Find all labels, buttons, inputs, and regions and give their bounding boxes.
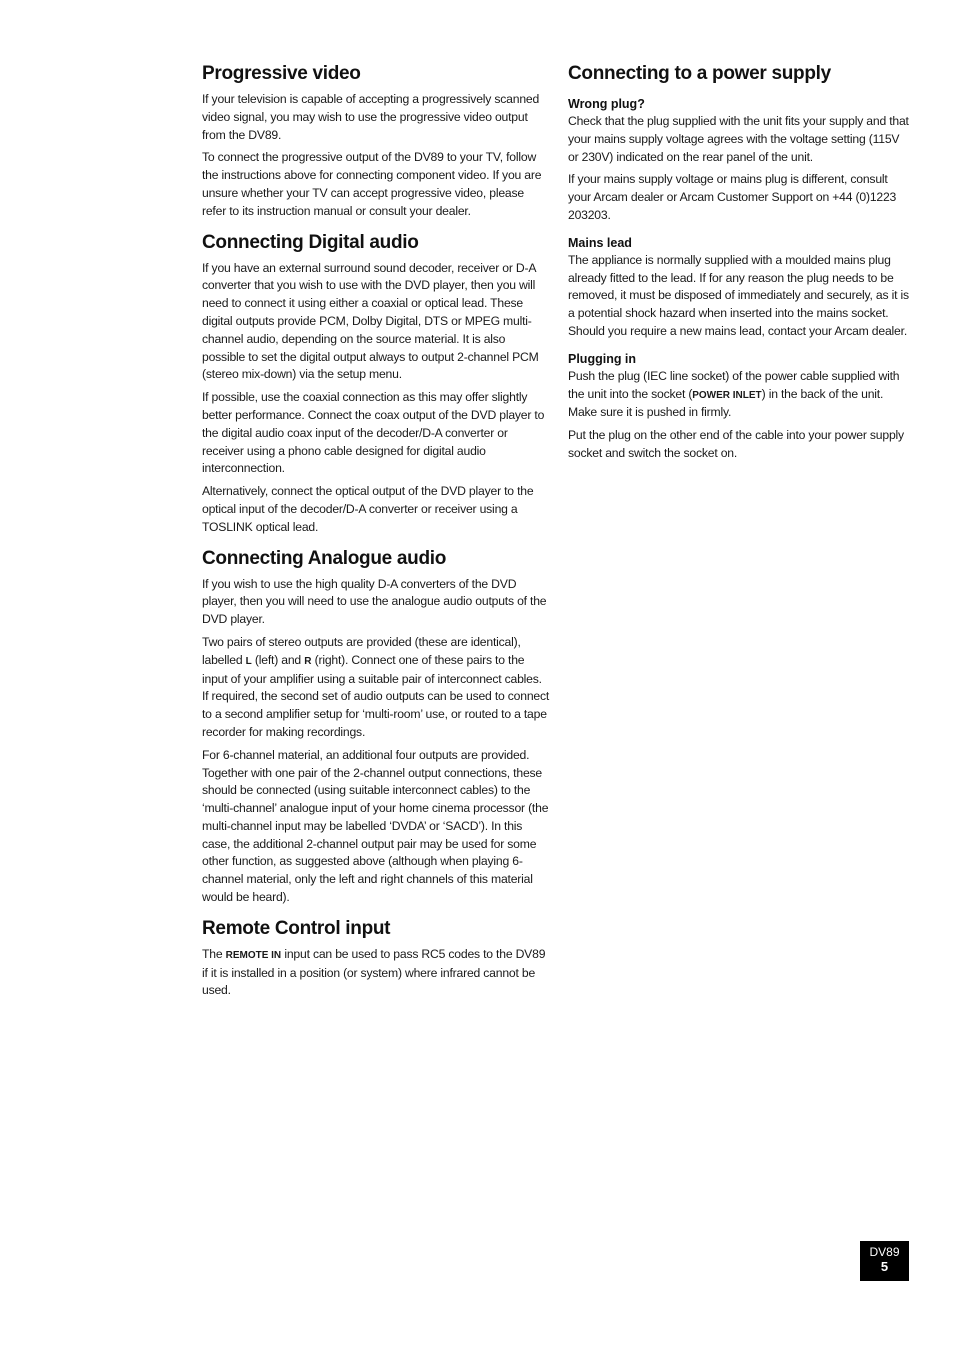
text-run: ) in the back of the unit. Make sure it is pushed in firmly. — [568, 386, 884, 420]
paragraph: Alternatively, connect the optical output of the DVD player to the optical input of the decoder/D-A converter or receiver using a TOSLINK optical lead. — [202, 484, 534, 534]
heading-digital-audio: Connecting Digital audio — [202, 231, 419, 253]
subsection-wrong-plug — [568, 95, 910, 225]
subheading-wrong-plug: Wrong plug? — [568, 97, 645, 111]
text-run: The — [202, 946, 226, 961]
subheading-mains-lead: Mains lead — [568, 235, 632, 250]
heading-remote-control-input: Remote Control input — [202, 917, 391, 939]
paragraph: Check that the plug supplied with the unit fits your supply and that your mains supply voltage agrees with the voltage setting (115V or 230V) indicated on the rear panel of the unit. — [568, 114, 909, 164]
paragraph: The appliance is normally supplied with a moulded mains plug already fitted to the lead. If for any reason the plug needs to be removed, it must be disposed of immediately and securely, as it is a potential shock hazard when inserted into the mains socket. Should you require a new mains lead, contact your Arcam dealer. — [568, 252, 909, 338]
paragraph: To connect the progressive output of the DV89 to your TV, follow the instructions above for connecting component video. If you are unsure whether your TV can accept progressive video, please refer to its instruction manual or consult your dealer. — [202, 150, 542, 218]
paragraph — [202, 634, 550, 742]
paragraph: If you have an external surround sound decoder, receiver or D-A converter that you wish to use with the DVD player, then you will need to connect it using either a coaxial or optical lead. These digital outputs provide PCM, Dolby Digital, DTS or MPEG multi-channel audio, depending on the source material. It is also possible to set the digital output always to output 2-channel PCM (stereo mix-down) via the setup menu. — [202, 260, 539, 382]
label-l: L — [245, 655, 252, 667]
subsection-plugging-in — [568, 350, 910, 463]
page-model: DV89 — [869, 1245, 900, 1259]
paragraph: If possible, use the coaxial connection as this may offer slightly better performance. Connect the coax output of the DVD player to the digital audio coax input of the decoder/D-A converter or receiver using a phono cable designed for digital audio interconnection. — [202, 390, 545, 476]
paragraph: If you wish to use the high quality D-A converters of the DVD player, then you will need to use the analogue audio outputs of the DVD player. — [202, 576, 547, 627]
label-remote-in: REMOTE IN — [225, 949, 282, 961]
text-run: input can be used to pass RC5 codes to the DV89 if it is installed in a position (or system) where infrared cannot be used. — [202, 946, 546, 998]
text-run: Two pairs of stereo outputs are provided (these are identical), labelled — [202, 634, 521, 667]
section-progressive-video — [202, 62, 550, 221]
subsection-mains-lead — [568, 234, 910, 341]
section-power-supply — [568, 62, 910, 463]
heading-progressive-video: Progressive video — [202, 63, 361, 84]
text-run: Push the plug (IEC line socket) of the power cable supplied with the unit into the socket ( — [568, 368, 900, 401]
paragraph: For 6-channel material, an additional four outputs are provided. Together with one pair of the 2-channel output connections, these should be connected (using suitable interconnect cables) to the ‘multi-channel’ analogue input of your home cinema processor (the multi-channel input may be labelled ‘DVDA’ or ‘SACD’). In this case, the additional 2-channel output pair may be used for some other function, as suggested above (although when playing 6-channel material, only the left and right channels of this material would be heard). — [202, 747, 549, 905]
heading-analogue-audio: Connecting Analogue audio — [202, 547, 447, 569]
paragraph: Put the plug on the other end of the cable into your power supply socket and switch the socket on. — [568, 428, 904, 460]
paragraph: If your mains supply voltage or mains plug is different, consult your Arcam dealer or Arcam Customer Support on +44 (0)1223 203203. — [568, 172, 897, 222]
text-run: (left) and — [251, 652, 305, 667]
left-column — [202, 62, 550, 1010]
section-digital-audio — [202, 231, 550, 537]
label-power-inlet: POWER INLET — [692, 389, 762, 401]
page-tag — [860, 1241, 909, 1281]
right-column — [568, 62, 910, 473]
paragraph: If your television is capable of accepting a progressively scanned video signal, you may wish to use the progressive video output from the DV89. — [202, 92, 540, 142]
section-remote-control-input — [202, 917, 550, 1000]
section-analogue-audio — [202, 547, 550, 907]
heading-power-supply: Connecting to a power supply — [568, 63, 831, 84]
page-number: 5 — [880, 1259, 889, 1274]
paragraph — [568, 368, 910, 422]
label-r: R — [304, 655, 312, 667]
text-run: (right). Connect one of these pairs to the input of your amplifier using a suitable pair of interconnect cables. If required, the second set of audio outputs can be used to connect to a second amplifier setup for ‘multi-room’ use, or routed to a tape recorder for making recordings. — [202, 652, 550, 739]
subheading-plugging-in: Plugging in — [568, 351, 637, 366]
paragraph — [202, 946, 550, 1000]
